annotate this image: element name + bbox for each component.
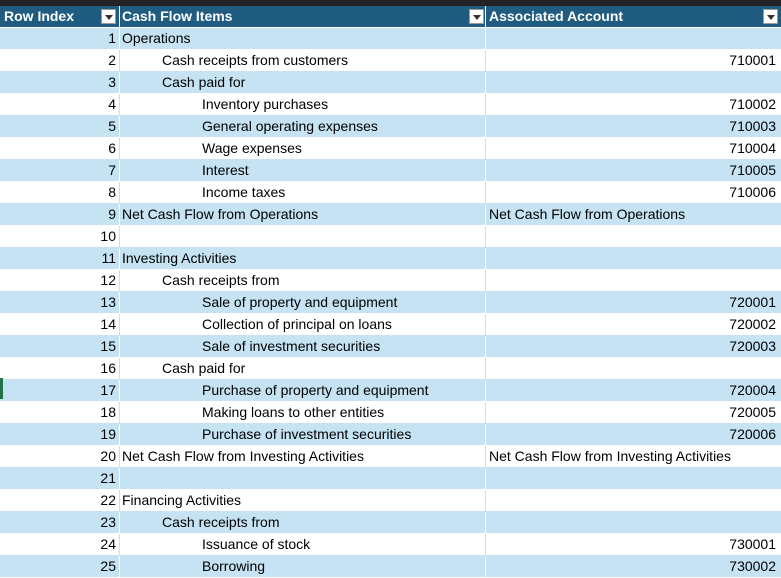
header-cash-flow-items-label: Cash Flow Items [122,8,233,24]
table-row[interactable] [0,226,781,248]
cash-flow-item-cell[interactable]: Operations [119,28,485,49]
associated-account-cell[interactable]: 720002 [485,314,781,335]
row-index-cell[interactable]: 21 [100,470,116,486]
associated-account-cell[interactable] [485,226,781,247]
cash-flow-item-cell[interactable]: Financing Activities [119,490,485,511]
row-index-cell[interactable]: 19 [100,426,116,442]
row-index-cell[interactable]: 5 [108,118,116,134]
row-index-cell[interactable]: 15 [100,338,116,354]
row-index-cell[interactable]: 25 [100,558,116,574]
row-index-cell[interactable]: 12 [100,272,116,288]
cash-flow-item-cell[interactable]: Making loans to other entities [119,402,485,423]
cash-flow-item-cell[interactable]: Sale of property and equipment [119,292,485,313]
row-index-cell[interactable]: 22 [100,492,116,508]
header-cash-flow-items[interactable] [119,6,485,27]
associated-account-cell[interactable]: 710002 [485,94,781,115]
row-index-cell[interactable]: 8 [108,184,116,200]
table-row[interactable] [0,72,781,94]
row-index-cell[interactable]: 10 [100,228,116,244]
table-row[interactable] [0,94,781,116]
table-row[interactable] [0,402,781,424]
associated-account-cell[interactable]: 710003 [485,116,781,137]
associated-account-cell[interactable]: 710005 [485,160,781,181]
associated-account-cell[interactable]: 720003 [485,336,781,357]
row-index-cell[interactable]: 7 [108,162,116,178]
row-index-cell[interactable]: 6 [108,140,116,156]
associated-account-cell[interactable] [485,28,781,49]
header-row-index-label: Row Index [4,8,75,24]
table-row[interactable] [0,380,781,402]
header-row-index[interactable] [0,6,119,27]
associated-account-cell[interactable]: 730002 [485,556,781,577]
associated-account-cell[interactable]: Net Cash Flow from Operations [485,204,781,225]
cash-flow-item-cell[interactable]: Purchase of investment securities [119,424,485,445]
associated-account-cell[interactable]: 720005 [485,402,781,423]
table-row[interactable] [0,248,781,270]
cash-flow-item-cell[interactable]: Wage expenses [119,138,485,159]
table-row[interactable] [0,116,781,138]
table-row[interactable] [0,534,781,556]
row-selection-marker [0,378,3,399]
cash-flow-item-cell[interactable]: Income taxes [119,182,485,203]
cash-flow-item-cell[interactable]: Collection of principal on loans [119,314,485,335]
row-index-cell[interactable]: 14 [100,316,116,332]
cash-flow-item-cell[interactable]: Sale of investment securities [119,336,485,357]
table-row[interactable] [0,556,781,578]
associated-account-cell[interactable]: 730001 [485,534,781,555]
associated-account-cell[interactable]: 720001 [485,292,781,313]
cash-flow-item-cell[interactable] [119,468,485,489]
cash-flow-item-cell[interactable]: Net Cash Flow from Operations [119,204,485,225]
table-row[interactable] [0,182,781,204]
table-row[interactable] [0,336,781,358]
table-row[interactable] [0,50,781,72]
table-row[interactable] [0,512,781,534]
associated-account-cell[interactable] [485,490,781,511]
table-row[interactable] [0,270,781,292]
row-index-cell[interactable]: 9 [108,206,116,222]
row-index-cell[interactable]: 17 [100,382,116,398]
associated-account-cell[interactable]: 710001 [485,50,781,71]
cash-flow-item-cell[interactable]: Cash receipts from [119,512,485,533]
table-row[interactable] [0,292,781,314]
cash-flow-item-cell[interactable]: Cash receipts from customers [119,50,485,71]
cash-flow-item-cell[interactable] [119,226,485,247]
table-row[interactable] [0,490,781,512]
filter-dropdown-icon[interactable] [101,9,116,24]
header-associated-account[interactable] [485,6,781,27]
table-row[interactable] [0,424,781,446]
associated-account-cell[interactable] [485,248,781,269]
row-index-cell[interactable]: 1 [108,30,116,46]
cash-flow-item-cell[interactable]: Investing Activities [119,248,485,269]
table-row[interactable] [0,314,781,336]
associated-account-cell[interactable]: 720004 [485,380,781,401]
row-index-cell[interactable]: 23 [100,514,116,530]
cash-flow-item-cell[interactable]: Purchase of property and equipment [119,380,485,401]
associated-account-cell[interactable]: 710006 [485,182,781,203]
associated-account-cell[interactable]: 720006 [485,424,781,445]
filter-dropdown-icon[interactable] [469,9,484,24]
cash-flow-item-cell[interactable]: General operating expenses [119,116,485,137]
associated-account-cell[interactable] [485,270,781,291]
cash-flow-item-cell[interactable]: Inventory purchases [119,94,485,115]
table-row[interactable] [0,358,781,380]
associated-account-cell[interactable]: 710004 [485,138,781,159]
associated-account-cell[interactable]: Net Cash Flow from Investing Activities [485,446,781,467]
associated-account-cell[interactable] [485,358,781,379]
associated-account-cell[interactable] [485,468,781,489]
row-index-cell[interactable]: 16 [100,360,116,376]
row-index-cell[interactable]: 13 [100,294,116,310]
cash-flow-item-cell[interactable]: Cash receipts from [119,270,485,291]
cash-flow-item-cell[interactable]: Borrowing [119,556,485,577]
header-row [0,6,781,28]
associated-account-cell[interactable] [485,512,781,533]
cash-flow-item-cell[interactable]: Net Cash Flow from Investing Activities [119,446,485,467]
table-row[interactable] [0,28,781,50]
row-index-cell[interactable]: 18 [100,404,116,420]
cash-flow-item-cell[interactable]: Cash paid for [119,358,485,379]
row-index-cell[interactable]: 11 [101,250,116,266]
table-row[interactable] [0,446,781,468]
associated-account-cell[interactable] [485,72,781,93]
row-index-cell[interactable]: 2 [108,52,116,68]
cash-flow-item-cell[interactable]: Interest [119,160,485,181]
header-associated-account-label: Associated Account [489,8,624,24]
table-row[interactable] [0,138,781,160]
cash-flow-item-cell[interactable]: Cash paid for [119,72,485,93]
row-index-cell[interactable]: 20 [100,448,116,464]
table-row[interactable] [0,204,781,226]
table-row[interactable] [0,468,781,490]
filter-dropdown-icon[interactable] [763,9,778,24]
row-index-cell[interactable]: 4 [108,96,116,112]
cash-flow-item-cell[interactable]: Issuance of stock [119,534,485,555]
row-index-cell[interactable]: 24 [100,536,116,552]
cash-flow-table [0,6,781,578]
row-index-cell[interactable]: 3 [108,74,116,90]
table-row[interactable] [0,160,781,182]
